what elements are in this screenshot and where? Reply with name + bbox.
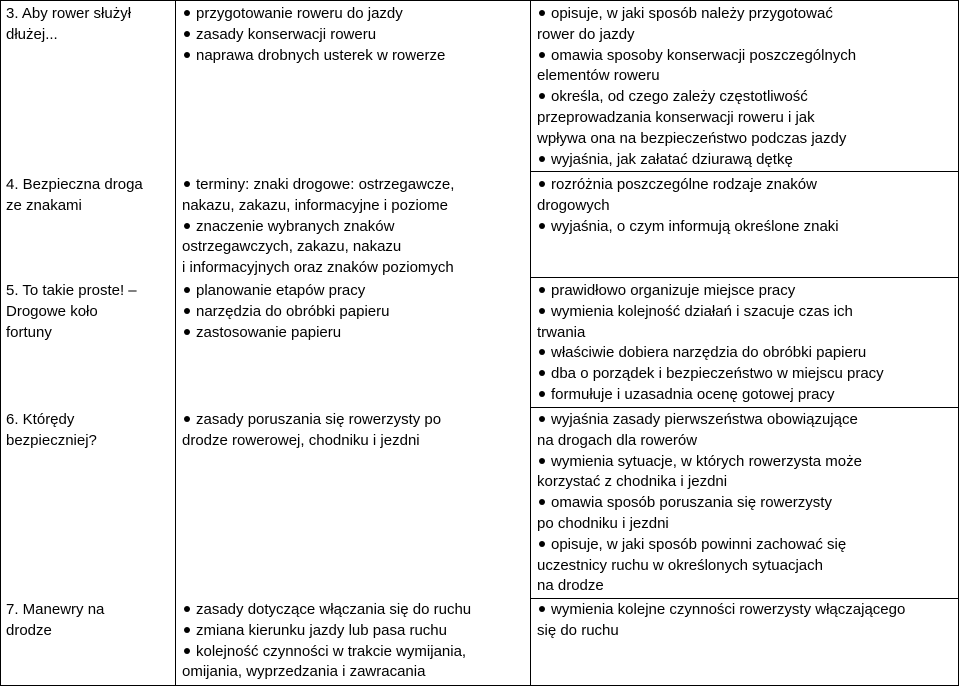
list-item [537, 217, 839, 238]
bullet-icon [184, 181, 190, 187]
bullet-icon [184, 31, 190, 37]
list-item-continuation: ostrzegawczych, zakazu, nakazu [182, 238, 402, 256]
bullet-icon [539, 308, 545, 314]
list-item-text: właściwie dobiera narzędzia do obróbki papieru [551, 344, 867, 362]
list-item-text: opisuje, w jaki sposób należy przygotować [551, 5, 833, 22]
bullet-icon [539, 391, 545, 397]
table-border-right [958, 0, 959, 686]
list-item-text: wymienia kolejność działań i szacuje czas ich [551, 302, 853, 320]
list-item [537, 600, 905, 621]
bullet-icon [539, 499, 545, 505]
list-item [182, 4, 445, 25]
list-item-continuation: się do ruchu [537, 621, 619, 639]
list-item [182, 600, 471, 621]
bullet-icon [539, 93, 545, 99]
list-item [537, 493, 862, 514]
bullet-icon [539, 541, 545, 547]
bullet-icon [539, 370, 545, 376]
list-item-text: formułuje i uzasadnia ocenę gotowej pracy [551, 385, 835, 403]
column-divider [530, 0, 531, 686]
bullet-icon [539, 10, 545, 16]
list-item-continuation: przeprowadzania konserwacji roweru i jak [537, 108, 815, 126]
list-item [537, 385, 884, 406]
lesson-title [6, 281, 166, 343]
list-item-continuation: uczestnicy ruchu w określonych sytuacjach [537, 556, 823, 574]
list-item-text: zasady konserwacji roweru [196, 25, 377, 43]
lesson-topics [182, 600, 471, 683]
lesson-topics [182, 410, 441, 452]
bullet-icon [539, 287, 545, 293]
lesson-title-line: bezpieczniej? [6, 431, 97, 449]
list-item-text: określa, od czego zależy częstotliwość [551, 88, 808, 106]
lesson-title [6, 175, 166, 217]
list-item [537, 46, 856, 67]
list-item-continuation: rower do jazdy [537, 25, 635, 43]
bullet-icon [184, 52, 190, 58]
list-item [182, 25, 445, 46]
bullet-icon [539, 416, 545, 422]
list-item-continuation: nakazu, zakazu, informacyjne i poziome [182, 196, 448, 214]
list-item-text: znaczenie wybranych znaków [196, 217, 395, 235]
list-item [537, 364, 884, 385]
list-item-text: zasady dotyczące włączania się do ruchu [196, 601, 472, 618]
row-divider [0, 0, 959, 1]
list-item-text: wyjaśnia zasady pierwszeństwa obowiązujące [551, 411, 858, 428]
list-item-text: wyjaśnia, o czym informują określone znaki [551, 217, 839, 235]
column-divider [175, 0, 176, 686]
list-item [182, 46, 445, 67]
list-item-text: terminy: znaki drogowe: ostrzegawcze, [196, 176, 455, 193]
lesson-title-line: ze znakami [6, 196, 82, 214]
list-item-continuation: korzystać z chodnika i jezdni [537, 473, 728, 491]
lesson-topics [182, 4, 445, 66]
lesson-topics [182, 281, 389, 343]
list-item [537, 535, 862, 556]
lesson-title-line: 7. Manewry na [6, 601, 105, 618]
bullet-icon [539, 223, 545, 229]
bullet-icon [539, 606, 545, 612]
list-item-text: naprawa drobnych usterek w rowerze [196, 46, 446, 64]
list-item-continuation: trwania [537, 323, 586, 341]
row-divider [530, 171, 959, 172]
lesson-topics [182, 175, 454, 279]
bullet-icon [184, 223, 190, 229]
list-item [182, 621, 471, 642]
list-item-continuation: drogowych [537, 196, 610, 214]
learning-outcomes [537, 4, 856, 170]
list-item-text: zastosowanie papieru [196, 323, 342, 341]
bullet-icon [184, 10, 190, 16]
list-item-continuation: i informacyjnych oraz znaków poziomych [182, 259, 454, 277]
bullet-icon [539, 458, 545, 464]
list-item [537, 452, 862, 473]
lesson-title-line: fortuny [6, 323, 52, 341]
lesson-title [6, 4, 166, 46]
list-item [537, 343, 884, 364]
lesson-title-line: drodze [6, 621, 52, 639]
bullet-icon [539, 52, 545, 58]
bullet-icon [539, 156, 545, 162]
learning-outcomes [537, 175, 839, 237]
list-item [537, 281, 884, 302]
bullet-icon [539, 349, 545, 355]
list-item [537, 150, 856, 171]
list-item [537, 302, 884, 323]
list-item-text: dba o porządek i bezpieczeństwo w miejscu pracy [551, 365, 884, 383]
bullet-icon [184, 287, 190, 293]
list-item [182, 281, 389, 302]
list-item-text: zmiana kierunku jazdy lub pasa ruchu [196, 621, 447, 639]
list-item [182, 217, 454, 238]
list-item [182, 302, 389, 323]
bullet-icon [184, 606, 190, 612]
list-item-text: omawia sposoby konserwacji poszczególnych [551, 46, 857, 64]
list-item-text: zasady poruszania się rowerzysty po [196, 411, 442, 428]
bullet-icon [184, 627, 190, 633]
list-item [537, 410, 862, 431]
list-item [537, 87, 856, 108]
lesson-title-line: 3. Aby rower służył [6, 5, 132, 22]
lesson-title-line: dłużej... [6, 25, 58, 43]
row-divider [530, 407, 959, 408]
row-divider [530, 598, 959, 599]
bullet-icon [184, 648, 190, 654]
bullet-icon [184, 329, 190, 335]
list-item-continuation: na drogach dla rowerów [537, 431, 698, 449]
lesson-title-line: Drogowe koło [6, 302, 98, 320]
list-item-text: narzędzia do obróbki papieru [196, 302, 390, 320]
bullet-icon [184, 308, 190, 314]
list-item-text: rozróżnia poszczególne rodzaje znaków [551, 176, 817, 193]
lesson-title-line: 6. Którędy [6, 411, 75, 428]
lesson-title-line: 5. To takie proste! – [6, 282, 137, 299]
list-item [182, 410, 441, 431]
list-item [537, 4, 856, 25]
list-item-continuation: drodze rowerowej, chodniku i jezdni [182, 431, 420, 449]
list-item-text: kolejność czynności w trakcie wymijania, [196, 642, 467, 660]
table-border-left [0, 0, 1, 686]
bullet-icon [539, 181, 545, 187]
list-item-continuation: omijania, wyprzedzania i zawracania [182, 663, 426, 681]
list-item-text: planowanie etapów pracy [196, 282, 366, 299]
lesson-title [6, 410, 166, 452]
lesson-title-line: 4. Bezpieczna droga [6, 176, 143, 193]
list-item-continuation: wpływa ona na bezpieczeństwo podczas jazdy [537, 129, 847, 147]
list-item-text: przygotowanie roweru do jazdy [196, 5, 403, 22]
list-item-text: prawidłowo organizuje miejsce pracy [551, 282, 796, 299]
list-item-continuation: elementów roweru [537, 67, 660, 85]
list-item-continuation: na drodze [537, 577, 604, 595]
list-item-continuation: po chodniku i jezdni [537, 514, 669, 532]
list-item [182, 323, 389, 344]
row-divider [530, 277, 959, 278]
list-item [537, 175, 839, 196]
list-item [182, 642, 471, 663]
list-item-text: omawia sposób poruszania się rowerzysty [551, 494, 832, 512]
list-item-text: opisuje, w jaki sposób powinni zachować się [551, 535, 847, 553]
list-item-text: wymienia kolejne czynności rowerzysty włączającego [551, 601, 906, 618]
list-item-text: wyjaśnia, jak załatać dziurawą dętkę [551, 150, 793, 168]
learning-outcomes [537, 600, 905, 642]
list-item-text: wymienia sytuacje, w których rowerzysta może [551, 452, 862, 470]
bullet-icon [184, 416, 190, 422]
lesson-title [6, 600, 166, 642]
learning-outcomes [537, 410, 862, 597]
learning-outcomes [537, 281, 884, 406]
list-item [182, 175, 454, 196]
